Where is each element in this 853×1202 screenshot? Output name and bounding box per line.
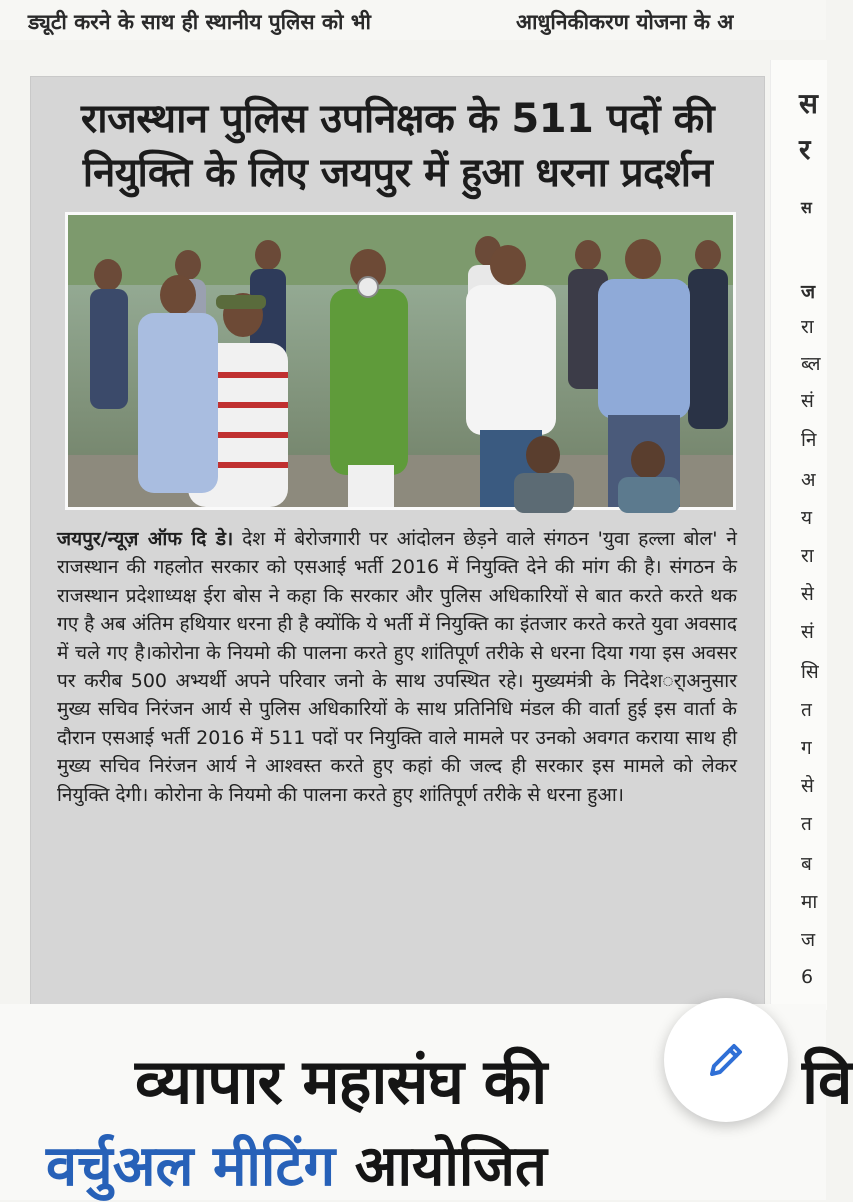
right-column-line: रा [801,316,814,338]
right-column-line: त [801,813,812,835]
next-headline-line2 [46,1126,547,1199]
right-column-line: ब [801,853,812,875]
right-column-line: अ [801,469,816,491]
right-column-line: य [801,507,813,529]
right-column-line: ब्ल [801,353,821,375]
right-column-line: सं [801,390,814,412]
right-column-line: स [801,198,812,217]
right-headline-fragment: वि [802,1045,853,1118]
next-headline-highlight: वर्चुअल मीटिंग [46,1134,336,1199]
right-column-line: से [801,775,814,797]
right-column-line: 6 [801,966,814,988]
protest-photo-illustration [68,215,733,507]
news-article [30,76,765,1006]
article-dateline: जयपुर/न्यूज़ ऑफ दि डे। [57,528,234,550]
right-column-line: से [801,583,814,605]
right-column-line: नि [801,429,817,451]
article-body [57,525,737,809]
article-headline-line1: राजस्थान पुलिस उपनिक्षक के 511 पदों की [80,96,715,142]
right-column-line: त [801,699,812,721]
right-column-line: ग [801,737,812,759]
right-column-line: सं [801,621,814,643]
right-column-line: रा [801,545,814,567]
right-column-line: सि [801,661,819,683]
next-headline-rest: आयोजित [335,1134,547,1199]
next-headline-line1: व्यापार महासंघ की [135,1045,547,1118]
right-column-line: र [799,133,811,166]
article-headline-line2: नियुक्ति के लिए जयपुर में हुआ धरना प्रदर्शन [82,150,713,196]
edit-fab-button[interactable] [664,998,788,1122]
top-snippet-right: आधुनिकीकरण योजना के अ [516,10,734,34]
right-column-line: ज [801,281,816,303]
right-column-line: स [799,87,818,120]
pencil-icon [702,1036,750,1084]
article-body-text: देश में बेरोजगारी पर आंदोलन छेड़ने वाले संगठन 'युवा हल्ला बोल' ने राजस्थान की गहलोत सरकार को एसआई भर्ती 2016 में नियुक्ति देने की मांग की है। संगठन के राजस्थान प्रदेशाध्यक्ष ईरा बोस ने कहा कि सरकार और पुलिस अधिकारियों से बात करते करते थक गए है अब अंतिम हथियार धरना ही है क्योंकि ये भर्ती में नियुक्ति का इंतजार करते करते युवा अवसाद में चले गए है।कोरोना के नियमो की पालना करते हुए शांतिपूर्ण तरीके से धरना दिया गया इस अवसर पर करीब 500 अभ्यर्थी अपने परिवार जनो के साथ उपस्थित रहे। मुख्यमंत्री के निदेशर्ाअनुसार मुख्य सचिव निरंजन आर्य से पुलिस अधिकारियों के साथ प्रतिनिधि मंडल की वार्ता हुई इस वार्ता के दौरान एसआई भर्ती 2016 में 511 पदों पर नियुक्ति वाले मामले पर उनको अवगत कराया साथ ही मुख्य सचिव निरंजन आर्य ने आश्वस्त करते हुए कहां की जल्द ही सरकार इस मामले को लेकर नियुक्ति देगी। कोरोना के नियमो की पालना करते हुए शांतिपूर्ण तरीके से धरना हुआ। [57,528,737,806]
top-snippet-left: ड्यूटी करने के साथ ही स्थानीय पुलिस को भी [28,10,371,34]
protest-photo [65,212,736,510]
right-column-line: मा [801,891,818,913]
right-column-line: ज [801,929,816,951]
right-column-cutoff [770,60,827,1010]
